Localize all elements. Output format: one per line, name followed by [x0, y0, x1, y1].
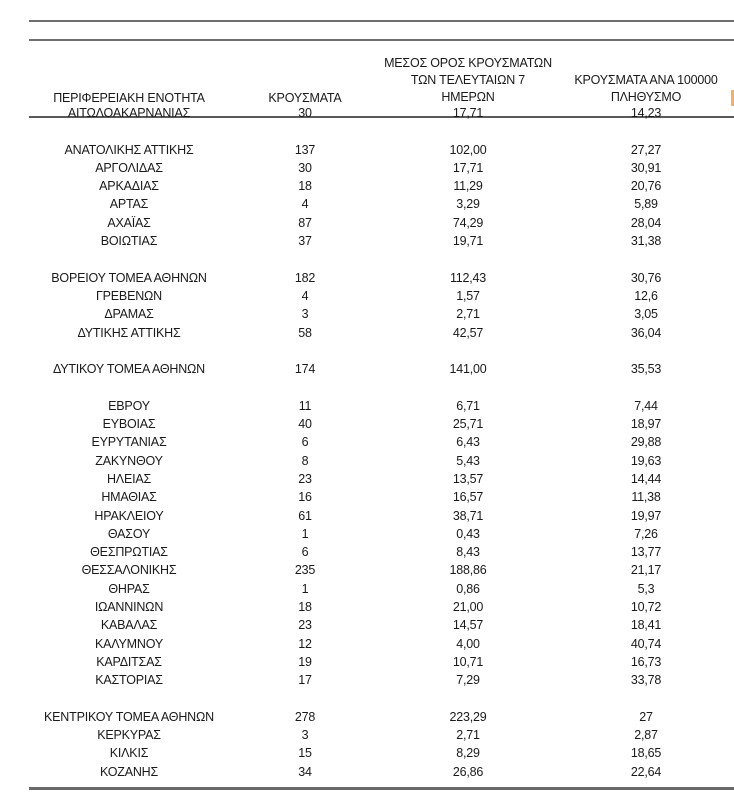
header-region-label: ΠΕΡΙΦΕΡΕΙΑΚΗ ΕΝΟΤΗΤΑ: [53, 91, 205, 105]
cell-avg7: 141,00: [449, 362, 487, 377]
cell-per100k: 14,44: [630, 471, 662, 486]
cell-avg7: 112,43: [449, 270, 487, 285]
table-row: [0, 671, 734, 689]
cell-region: ΗΡΑΚΛΕΙΟΥ: [94, 508, 164, 523]
cell-cases: 174: [294, 362, 316, 377]
cell-per100k: 18,65: [630, 746, 662, 761]
cell-cases: 1: [301, 526, 309, 541]
cell-per100k: 3,05: [634, 307, 658, 322]
cell-cases: 6: [301, 435, 309, 450]
cell-cases: 23: [298, 618, 312, 633]
cell-region: ΑΧΑΪΑΣ: [107, 215, 151, 230]
cell-region: ΕΥΡΥΤΑΝΙΑΣ: [91, 435, 167, 450]
cell-region: ΔΥΤΙΚΟΥ ΤΟΜΕΑ ΑΘΗΝΩΝ: [52, 362, 206, 377]
cell-avg7: 25,71: [452, 417, 484, 432]
cell-region: ΚΑΛΥΜΝΟΥ: [95, 636, 163, 651]
cell-avg7: 0,43: [456, 526, 480, 541]
cell-avg7: 11,29: [453, 179, 483, 194]
cell-per100k: 22,64: [630, 764, 662, 779]
cell-avg7: 17,71: [452, 160, 484, 175]
cell-region: ΚΑΒΑΛΑΣ: [100, 618, 158, 633]
table-row: [0, 214, 734, 232]
cell-per100k: 16,73: [630, 654, 662, 669]
table-row: [0, 452, 734, 470]
table-row: [0, 269, 734, 287]
table-body: [0, 104, 734, 781]
cell-avg7: 3,29: [456, 197, 480, 212]
table-row: [0, 104, 734, 122]
table-row: [0, 397, 734, 415]
cell-avg7: 7,29: [456, 673, 480, 688]
cell-cases: 87: [298, 215, 312, 230]
table-row: [0, 744, 734, 762]
table-spacer-row: [0, 122, 734, 140]
cell-avg7: 102,00: [449, 142, 487, 157]
cell-region: ΑΡΚΑΔΙΑΣ: [99, 179, 159, 194]
header-avg7-line2: ΤΩΝ ΤΕΛΕΥΤΑΙΩΝ 7: [410, 73, 526, 87]
table-spacer-row: [0, 342, 734, 360]
cell-per100k: 28,04: [630, 215, 662, 230]
cell-cases: 30: [298, 106, 312, 120]
cell-per100k: 30,91: [630, 160, 662, 175]
cell-per100k: 19,63: [630, 453, 662, 468]
cell-per100k: 7,44: [634, 398, 658, 413]
cell-region: ΚΟΖΑΝΗΣ: [99, 764, 159, 779]
table-spacer-row: [0, 378, 734, 396]
cell-per100k: 18,97: [630, 417, 662, 432]
cell-per100k: 30,76: [630, 270, 662, 285]
cell-avg7: 19,71: [452, 234, 484, 249]
cell-per100k: 7,26: [634, 526, 658, 541]
cell-avg7: 0,86: [456, 581, 480, 596]
top-rule-2: [29, 39, 734, 41]
cell-cases: 6: [301, 545, 309, 560]
top-rule: [29, 20, 734, 22]
cell-avg7: 4,00: [456, 636, 480, 651]
cell-region: ΑΝΑΤΟΛΙΚΗΣ ΑΤΤΙΚΗΣ: [64, 142, 194, 157]
cell-per100k: 5,89: [634, 197, 658, 212]
cell-region: ΔΡΑΜΑΣ: [104, 307, 154, 322]
table-row: [0, 195, 734, 213]
cell-per100k: 2,87: [634, 728, 658, 743]
header-avg7-line1: ΜΕΣΟΣ ΟΡΟΣ ΚΡΟΥΣΜΑΤΩΝ: [384, 56, 552, 70]
table-spacer-row: [0, 690, 734, 708]
header-per100k-line2: ΠΛΗΘΥΣΜΟ: [610, 90, 682, 104]
cell-per100k: 5,3: [637, 581, 655, 596]
cell-region: ΗΛΕΙΑΣ: [106, 471, 152, 486]
cell-cases: 3: [301, 307, 309, 322]
cell-avg7: 2,71: [456, 728, 480, 743]
cell-per100k: 27: [639, 709, 653, 724]
table-row: [0, 598, 734, 616]
cell-region: ΔΥΤΙΚΗΣ ΑΤΤΙΚΗΣ: [77, 325, 181, 340]
cell-region: ΘΕΣΠΡΩΤΙΑΣ: [90, 545, 168, 560]
table-row: [0, 635, 734, 653]
cell-avg7: 10,71: [452, 654, 484, 669]
cell-region: ΓΡΕΒΕΝΩΝ: [95, 288, 163, 303]
cell-cases: 278: [294, 709, 316, 724]
cell-region: ΚΑΣΤΟΡΙΑΣ: [95, 673, 163, 688]
cell-per100k: 14,23: [630, 106, 662, 120]
cell-avg7: 74,29: [452, 215, 484, 230]
cell-avg7: 17,71: [452, 106, 484, 120]
cell-cases: 182: [294, 270, 316, 285]
table-spacer-row: [0, 250, 734, 268]
table-row: [0, 470, 734, 488]
cell-cases: 4: [301, 288, 309, 303]
cell-cases: 58: [298, 325, 312, 340]
cell-avg7: 6,43: [456, 435, 480, 450]
cell-per100k: 21,17: [630, 563, 662, 578]
table-row: [0, 360, 734, 378]
table-row: [0, 433, 734, 451]
cell-per100k: 29,88: [630, 435, 662, 450]
cell-per100k: 10,72: [630, 600, 662, 615]
cell-cases: 235: [294, 563, 316, 578]
cell-region: ΑΙΤΩΛΟΑΚΑΡΝΑΝΙΑΣ: [67, 106, 191, 120]
cell-cases: 137: [294, 142, 316, 157]
cell-cases: 23: [298, 471, 312, 486]
cell-avg7: 5,43: [456, 453, 480, 468]
table-row: [0, 763, 734, 781]
cell-region: ΘΕΣΣΑΛΟΝΙΚΗΣ: [81, 563, 177, 578]
cell-avg7: 14,57: [452, 618, 484, 633]
cell-region: ΙΩΑΝΝΙΝΩΝ: [94, 600, 164, 615]
header-avg7-line3: ΗΜΕΡΩΝ: [441, 90, 495, 104]
cell-cases: 40: [298, 417, 312, 432]
table-row: [0, 488, 734, 506]
header-cases-label: ΚΡΟΥΣΜΑΤΑ: [268, 91, 342, 105]
cell-region: ΚΕΝΤΡΙΚΟΥ ΤΟΜΕΑ ΑΘΗΝΩΝ: [44, 709, 214, 724]
cell-per100k: 31,38: [630, 234, 662, 249]
table-row: [0, 616, 734, 634]
cell-region: ΖΑΚΥΝΘΟΥ: [95, 453, 163, 468]
table-row: [0, 159, 734, 177]
cell-cases: 12: [298, 636, 312, 651]
bottom-rule: [29, 787, 734, 790]
cell-avg7: 26,86: [452, 764, 484, 779]
cell-region: ΚΑΡΔΙΤΣΑΣ: [96, 654, 162, 669]
cell-avg7: 1,57: [456, 288, 480, 303]
cell-cases: 16: [298, 490, 312, 505]
cell-avg7: 2,71: [456, 307, 480, 322]
cell-per100k: 13,77: [630, 545, 662, 560]
cell-per100k: 18,41: [630, 618, 662, 633]
cell-avg7: 13,57: [452, 471, 484, 486]
cell-region: ΕΥΒΟΙΑΣ: [102, 417, 156, 432]
cell-cases: 18: [298, 600, 312, 615]
cell-avg7: 42,57: [452, 325, 484, 340]
cell-per100k: 33,78: [630, 673, 662, 688]
table-row: [0, 507, 734, 525]
cell-region: ΘΑΣΟΥ: [107, 526, 151, 541]
cell-cases: 37: [298, 234, 312, 249]
cell-region: ΚΙΛΚΙΣ: [109, 746, 149, 761]
cell-region: ΗΜΑΘΙΑΣ: [101, 490, 157, 505]
cell-per100k: 40,74: [630, 636, 662, 651]
cell-cases: 61: [298, 508, 312, 523]
cell-cases: 30: [298, 160, 312, 175]
table-row: [0, 324, 734, 342]
cell-cases: 4: [301, 197, 309, 212]
header-per100k-line1: ΚΡΟΥΣΜΑΤΑ ΑΝΑ 100000: [574, 73, 718, 87]
cell-per100k: 36,04: [630, 325, 662, 340]
cell-region: ΚΕΡΚΥΡΑΣ: [97, 728, 161, 743]
table-row: [0, 305, 734, 323]
cell-avg7: 8,29: [456, 746, 480, 761]
cell-cases: 34: [298, 764, 312, 779]
cell-cases: 8: [301, 453, 309, 468]
table-row: [0, 561, 734, 579]
table-row: [0, 543, 734, 561]
cell-region: ΒΟΡΕΙΟΥ ΤΟΜΕΑ ΑΘΗΝΩΝ: [51, 270, 207, 285]
table-row: [0, 177, 734, 195]
cell-cases: 1: [301, 581, 309, 596]
cell-per100k: 27,27: [630, 142, 662, 157]
table-row: [0, 580, 734, 598]
cell-region: ΑΡΤΑΣ: [109, 197, 149, 212]
cell-region: ΒΟΙΩΤΙΑΣ: [100, 234, 158, 249]
cell-avg7: 8,43: [456, 545, 480, 560]
table-row: [0, 708, 734, 726]
cell-avg7: 188,86: [449, 563, 487, 578]
cell-per100k: 19,97: [630, 508, 662, 523]
cell-avg7: 6,71: [456, 398, 480, 413]
header-per100k: [556, 72, 734, 106]
cell-avg7: 21,00: [452, 600, 484, 615]
cell-region: ΘΗΡΑΣ: [108, 581, 150, 596]
cell-avg7: 38,71: [452, 508, 484, 523]
cell-cases: 3: [301, 728, 309, 743]
table-row: [0, 287, 734, 305]
cell-region: ΑΡΓΟΛΙΔΑΣ: [95, 160, 163, 175]
cell-cases: 17: [298, 673, 312, 688]
cell-per100k: 12,6: [634, 288, 658, 303]
cell-cases: 19: [298, 654, 312, 669]
cell-cases: 11: [298, 398, 312, 413]
cell-per100k: 20,76: [630, 179, 662, 194]
table-row: [0, 726, 734, 744]
header-avg7: [378, 55, 558, 106]
cell-per100k: 11,38: [631, 490, 661, 505]
table-row: [0, 141, 734, 159]
cell-avg7: 223,29: [449, 709, 487, 724]
cell-cases: 15: [298, 746, 312, 761]
table-row: [0, 232, 734, 250]
cell-per100k: 35,53: [630, 362, 662, 377]
cell-cases: 18: [298, 179, 312, 194]
table-row: [0, 415, 734, 433]
cell-avg7: 16,57: [452, 490, 484, 505]
table-row: [0, 525, 734, 543]
table-row: [0, 653, 734, 671]
cell-region: ΕΒΡΟΥ: [108, 398, 150, 413]
